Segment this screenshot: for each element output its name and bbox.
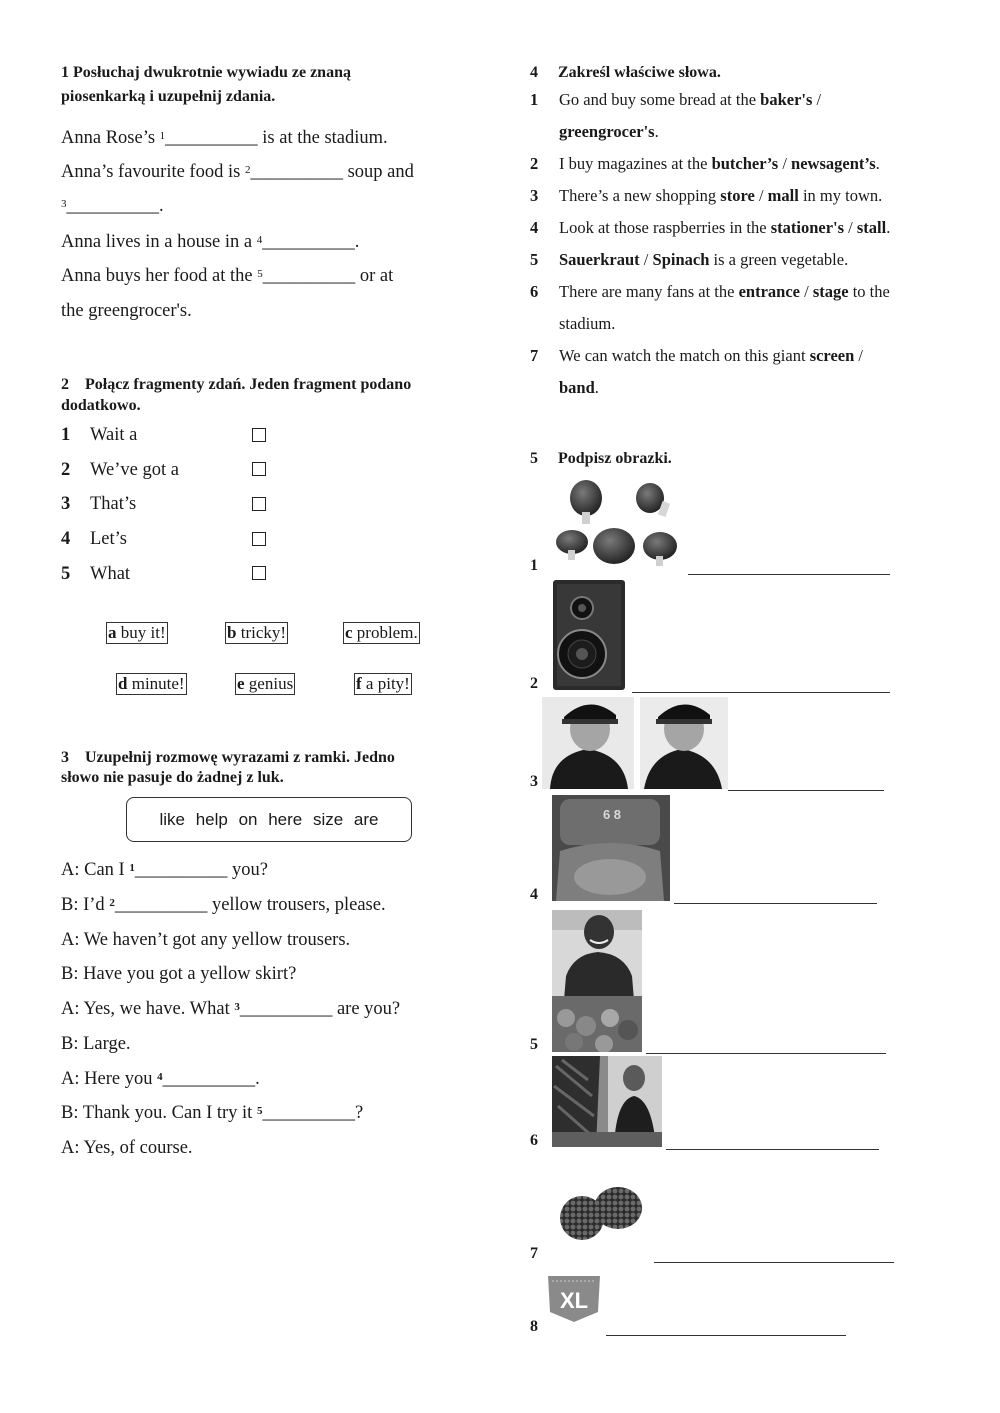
picture-number-3: 3 — [530, 773, 538, 790]
blank-2[interactable]: __________ — [250, 162, 343, 182]
word-option[interactable]: store — [720, 186, 755, 205]
word-option[interactable]: Spinach — [652, 250, 710, 269]
word-option[interactable]: greengrocer's — [559, 122, 655, 141]
ex4-item-6-cont: stadium. — [559, 314, 616, 333]
word-option[interactable]: band — [559, 378, 595, 397]
ex1-sentence-4: Anna lives in a house in a $^4$__________. — [61, 232, 360, 252]
ex5-title: 5 Podpisz obrazki. — [530, 450, 672, 467]
ex2-item-text: We’ve got a — [90, 460, 179, 480]
ex4-item-3-text: There’s a new shopping store / mall in my town. — [559, 186, 883, 205]
word-option[interactable]: newsagent’s — [791, 154, 876, 173]
blank-5[interactable]: __________ — [262, 266, 356, 286]
ex2-option-a: a buy it! — [108, 623, 166, 642]
answer-line-2[interactable] — [632, 692, 890, 693]
market-seller-image — [552, 910, 642, 1052]
dialogue-line-4: B: Have you got a yellow skirt? — [61, 964, 297, 984]
ex4-item-7-text: We can watch the match on this giant screen / — [559, 346, 863, 365]
word-option[interactable]: entrance — [738, 282, 800, 301]
ex4-item-3: 3 — [530, 186, 539, 205]
word-option[interactable]: mall — [767, 186, 799, 205]
ex1-sentence-1: Anna Rose’s $^1$__________ is at the stadium. — [61, 128, 388, 148]
ex2-item-text: Wait a — [90, 425, 138, 445]
blank-3[interactable]: __________ — [66, 196, 159, 216]
answer-line-1[interactable] — [688, 574, 890, 575]
ex4-item-6: 6 — [530, 282, 539, 301]
word-option[interactable]: butcher’s — [711, 154, 779, 173]
seat-number-label: 6 8 — [602, 807, 622, 822]
blank-4[interactable]: __________ — [162, 1069, 256, 1089]
stadium-seat-image — [552, 795, 670, 901]
word-option[interactable]: screen — [809, 346, 855, 365]
blank-2[interactable]: __________ — [114, 895, 208, 915]
ex2-item-text: That’s — [90, 494, 137, 514]
ex2-title-line1: 2 Połącz fragmenty zdań. Jeden fragment podano — [61, 376, 412, 393]
dialogue-line-6: B: Large. — [61, 1034, 131, 1054]
ex2-option-c: c problem. — [345, 623, 418, 642]
dialogue-line-3: A: We haven’t got any yellow trousers. — [61, 930, 351, 950]
ex2-checkbox-5[interactable] — [252, 566, 266, 580]
ex2-checkbox-2[interactable] — [252, 462, 266, 476]
ex2-item: 2 — [61, 460, 71, 480]
blank-5[interactable]: __________ — [262, 1103, 355, 1123]
raspberries-image — [552, 1182, 646, 1244]
answer-line-7[interactable] — [654, 1262, 894, 1263]
word-option[interactable]: baker's — [760, 90, 813, 109]
ex2-option-e: e genius — [237, 674, 294, 693]
ex4-item-7-cont: band. — [559, 378, 599, 397]
ex2-checkbox-3[interactable] — [252, 497, 266, 511]
ex2-title-line2: dodatkowo. — [61, 397, 141, 414]
ex2-item-text: What — [90, 564, 131, 584]
ex3-title-line1: 3 Uzupełnij rozmowę wyrazami z ramki. Jedno — [61, 749, 395, 766]
word-option[interactable]: stationer's — [770, 218, 845, 237]
answer-line-3[interactable] — [728, 790, 884, 791]
picture-number-1: 1 — [530, 557, 538, 574]
dialogue-line-8: B: Thank you. Can I try it $^5$__________? — [61, 1103, 364, 1123]
ex4-item-2: 2 — [530, 154, 539, 173]
size-label: XL — [559, 1288, 589, 1313]
ex1-sentence-3: $^3$__________. — [61, 196, 164, 216]
ex4-item-5: 5 — [530, 250, 539, 269]
greengrocer-image — [552, 1056, 662, 1147]
ex4-title: 4 Zakreśl właściwe słowa. — [530, 64, 721, 81]
ex2-checkbox-1[interactable] — [252, 428, 266, 442]
ex4-item-7: 7 — [530, 346, 539, 365]
ex1-sentence-6: the greengrocer's. — [61, 301, 192, 321]
blank-3[interactable]: __________ — [239, 999, 333, 1019]
dialogue-line-7: A: Here you $^4$__________. — [61, 1069, 260, 1089]
word-option[interactable]: stall — [856, 218, 887, 237]
ex2-option-f: f a pity! — [356, 674, 410, 693]
ex4-item-5-text: Sauerkraut / Spinach is a green vegetable. — [559, 250, 849, 269]
mushrooms-image — [552, 474, 686, 572]
ex2-option-d: d minute! — [118, 674, 185, 693]
dialogue-line-5: A: Yes, we have. What $^3$__________ are you? — [61, 999, 401, 1019]
ex2-item: 5 — [61, 564, 71, 584]
ex1-sentence-2: Anna’s favourite food is $^2$__________ soup and — [61, 162, 414, 182]
word-option[interactable]: stage — [812, 282, 849, 301]
dialogue-line-2: B: I’d $^2$__________ yellow trousers, please. — [61, 895, 386, 915]
speaker-image — [551, 578, 627, 692]
answer-line-6[interactable] — [666, 1149, 879, 1150]
blank-1[interactable]: __________ — [165, 128, 258, 148]
word-box: like help on here size are — [126, 797, 412, 842]
ex2-item-text: Let’s — [90, 529, 127, 549]
ex3-title-line2: słowo nie pasuje do żadnej z luk. — [61, 769, 284, 786]
ex4-item-4-text: Look at those raspberries in the stationer's / stall. — [559, 218, 891, 237]
ex4-item-4: 4 — [530, 218, 539, 237]
answer-line-4[interactable] — [674, 903, 877, 904]
security-guards-image — [542, 697, 728, 789]
ex2-item: 3 — [61, 494, 71, 514]
picture-number-4: 4 — [530, 886, 538, 903]
word-option[interactable]: Sauerkraut — [559, 250, 640, 269]
ex2-item: 1 — [61, 425, 71, 445]
ex4-item-1-text: Go and buy some bread at the baker's / — [559, 90, 822, 109]
ex2-option-b: b tricky! — [227, 623, 287, 642]
ex4-item-2-text: I buy magazines at the butcher’s / newsagent’s. — [559, 154, 880, 173]
dialogue-line-1: A: Can I $^1$__________ you? — [61, 860, 268, 880]
ex1-title-line2: piosenkarką i uzupełnij zdania. — [61, 88, 276, 105]
size-xl-tag-image — [544, 1272, 604, 1326]
ex2-item: 4 — [61, 529, 71, 549]
ex4-item-1-cont: greengrocer's. — [559, 122, 659, 141]
ex1-title-line1: 1 Posłuchaj dwukrotnie wywiadu ze znaną — [61, 64, 351, 81]
ex4-item-1: 1 — [530, 90, 539, 109]
blank-1[interactable]: __________ — [134, 860, 228, 880]
ex1-sentence-5: Anna buys her food at the $^5$__________ or at — [61, 266, 394, 286]
answer-line-8[interactable] — [606, 1335, 846, 1336]
picture-number-2: 2 — [530, 675, 538, 692]
picture-number-7: 7 — [530, 1245, 538, 1262]
dialogue-line-9: A: Yes, of course. — [61, 1138, 193, 1158]
picture-number-5: 5 — [530, 1036, 538, 1053]
picture-number-6: 6 — [530, 1132, 538, 1149]
ex4-item-6-text: There are many fans at the entrance / stage to the — [559, 282, 890, 301]
picture-number-8: 8 — [530, 1318, 538, 1335]
answer-line-5[interactable] — [646, 1053, 886, 1054]
blank-4[interactable]: __________ — [262, 232, 355, 252]
ex2-checkbox-4[interactable] — [252, 532, 266, 546]
